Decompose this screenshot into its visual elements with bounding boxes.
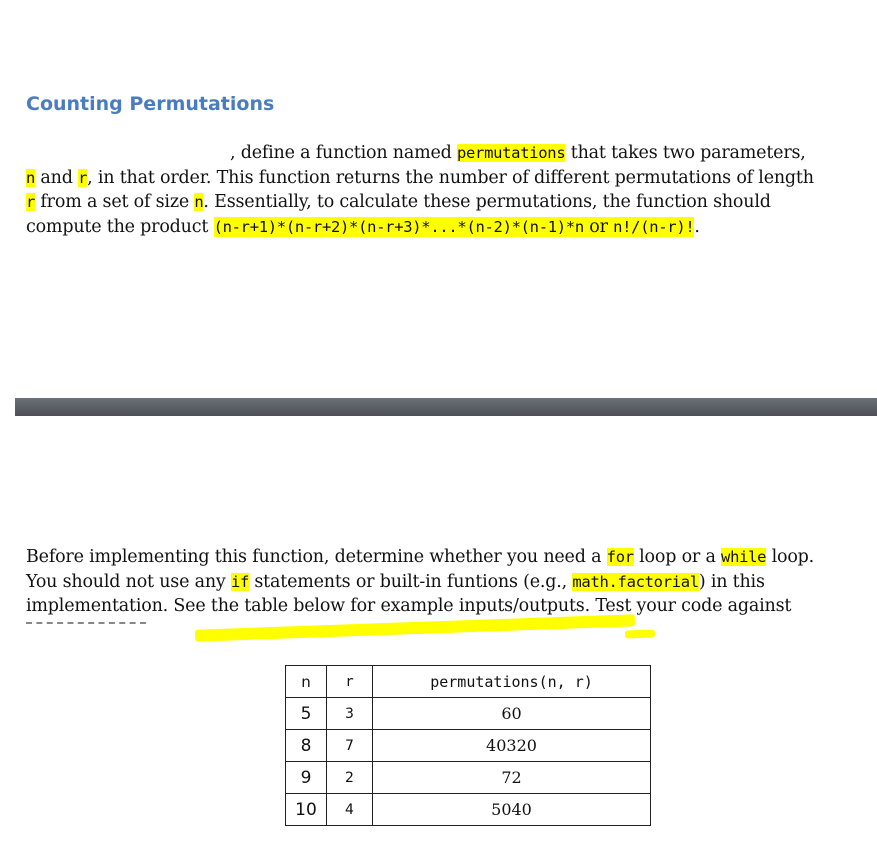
while-keyword-code: while	[721, 548, 767, 566]
cell-r: 4	[327, 794, 373, 826]
cell-r: 3	[327, 698, 373, 730]
math-factorial-code: math.factorial	[572, 572, 699, 591]
cell-r: 2	[327, 762, 373, 794]
table-row	[286, 762, 651, 794]
para2-line1: Before implementing this function, determine whether you need a for loop or a while loop.	[26, 547, 815, 567]
table-row	[286, 794, 651, 826]
product-formula-code: (n-r+1)*(n-r+2)*(n-r+3)*...*(n-2)*(n-1)*n	[213, 217, 584, 236]
section-heading: Counting Permutations	[26, 93, 275, 115]
para1-line4: compute the product (n-r+1)*(n-r+2)*(n-r+3)*...*(n-2)*(n-1)*n or n!/(n-r)!.	[26, 216, 700, 237]
highlight-stroke	[625, 629, 655, 638]
description-paragraph	[26, 141, 871, 239]
param-r-code: r	[26, 193, 36, 211]
param-n-code: n	[194, 193, 204, 211]
param-r-code: r	[78, 168, 88, 187]
instructions-paragraph	[26, 545, 871, 619]
section-divider	[15, 398, 877, 416]
para1-line2: n and r, in that order. This function returns the number of different permutations of length	[26, 167, 814, 188]
cell-n: 9	[286, 762, 327, 794]
cell-n: 8	[286, 730, 327, 762]
function-name-code: permutations	[456, 144, 566, 162]
header-n: n	[286, 666, 327, 698]
clipped-text-fragment	[26, 622, 146, 634]
cell-output: 5040	[373, 794, 651, 826]
cell-r: 7	[327, 730, 373, 762]
para2-line3: implementation. See the table below for example inputs/outputs. Test your code against	[26, 596, 792, 616]
cell-n: 10	[286, 794, 327, 826]
para1-line1: , define a function named permutations that takes two parameters,	[230, 143, 806, 163]
cell-n: 5	[286, 698, 327, 730]
header-r: r	[327, 666, 373, 698]
para1-line3: r from a set of size n. Essentially, to calculate these permutations, the function should	[26, 192, 771, 212]
table-row	[286, 698, 651, 730]
example-table	[285, 665, 651, 826]
for-keyword-code: for	[606, 548, 634, 566]
if-keyword-code: if	[230, 572, 250, 591]
cell-output: 60	[373, 698, 651, 730]
cell-output: 40320	[373, 730, 651, 762]
table-header-row	[286, 666, 651, 698]
param-n-code: n	[26, 168, 36, 187]
cell-output: 72	[373, 762, 651, 794]
header-permutations: permutations(n, r)	[373, 666, 651, 698]
table-row	[286, 730, 651, 762]
para2-line2: You should not use any if statements or built-in funtions (e.g., math.factorial) in this	[26, 571, 765, 592]
formula-highlight: (n-r+1)*(n-r+2)*(n-r+3)*...*(n-2)*(n-1)*n or n!/(n-r)!	[213, 216, 695, 237]
factorial-formula-code: n!/(n-r)!	[613, 217, 695, 236]
